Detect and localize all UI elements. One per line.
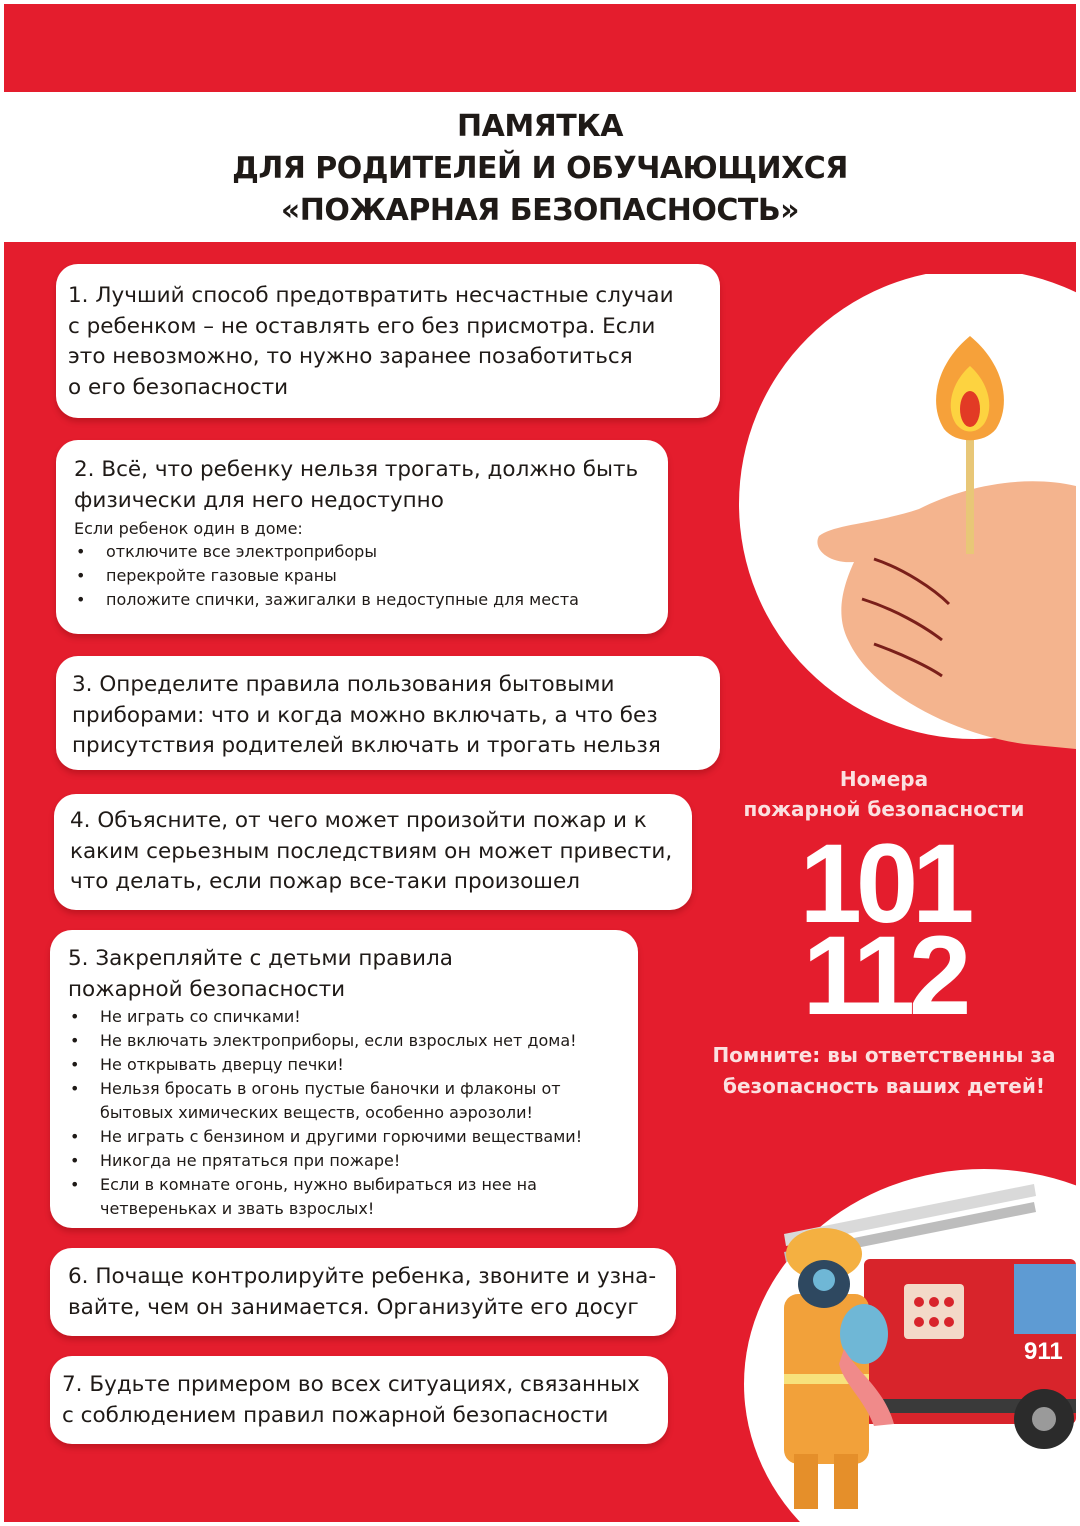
truck-cab-window	[1014, 1264, 1076, 1334]
rule-7-line: с соблюдением правил пожарной безопасности	[62, 1402, 609, 1428]
list-item: • перекройте газовые краны	[74, 564, 668, 588]
bullet-icon: •	[70, 1151, 80, 1170]
list-item: • Не играть с бензином и другими горючими веществами!	[68, 1125, 638, 1149]
rule-6-line: вайте, чем он занимается. Организуйте его досуг	[68, 1294, 639, 1320]
panel-knob	[929, 1317, 939, 1327]
match-stick	[966, 424, 974, 554]
rule-1-line: о его безопасности	[68, 374, 289, 400]
bullet-icon: •	[70, 1175, 80, 1194]
panel-knob	[944, 1317, 954, 1327]
rule-6-line: 6. Почаще контролируйте ребенка, звоните и узна-	[68, 1264, 657, 1289]
rule-2-line: 2. Всё, что ребенку нельзя трогать, должно быть	[74, 457, 639, 482]
responsibility-note-line-2: безопасность ваших детей!	[723, 1074, 1045, 1098]
rule-card-2	[56, 440, 668, 634]
list-item: • Не включать электроприборы, если взрослых нет дома!	[68, 1029, 638, 1053]
rule-card-5	[50, 930, 638, 1228]
bullet-icon: •	[70, 1079, 80, 1098]
bullet-icon: •	[70, 1055, 80, 1074]
rule-7-line: 7. Будьте примером во всех ситуациях, связанных	[62, 1372, 640, 1397]
rule-1-line: это невозможно, то нужно заранее позаботиться	[68, 344, 633, 369]
truck-plate: 911	[1024, 1338, 1063, 1365]
bullet-icon: •	[70, 1007, 80, 1026]
rule-card-4	[54, 794, 692, 910]
rule-4-line: каким серьезным последствиям он может привести,	[70, 838, 673, 864]
rule-3-line: присутствия родителей включать и трогать нельзя	[72, 733, 661, 758]
title-band	[4, 92, 1076, 242]
rule-card-7	[50, 1356, 668, 1444]
bullet-icon: •	[76, 566, 86, 585]
bullet-icon: •	[70, 1127, 80, 1146]
rule-5-line: 5. Закрепляйте с детьми правила	[68, 946, 453, 971]
match-in-hand-illustration	[724, 274, 1076, 774]
firefighter-leg	[794, 1454, 818, 1509]
rule-5-line: пожарной безопасности	[68, 976, 346, 1002]
list-item: • Если в комнате огонь, нужно выбираться из нее на четвереньках и звать взрослых!	[70, 1175, 537, 1218]
rule-card-3	[56, 656, 720, 770]
rule-2-subheading: Если ребенок один в доме:	[74, 519, 303, 538]
rule-4-line: что делать, если пожар все-таки произошел	[70, 869, 580, 894]
bullet-icon: •	[76, 590, 86, 609]
list-item: • положите спички, зажигалки в недоступные для места	[74, 588, 668, 612]
panel-knob	[929, 1297, 939, 1307]
emergency-number-112: 112	[802, 913, 966, 1038]
firefighter-leg	[834, 1454, 858, 1509]
list-item: • Нельзя бросать в огонь пустые баночки и флаконы от бытовых химических веществ, особенно аэрозоли!	[70, 1079, 561, 1122]
rule-1-line: 1. Лучший способ предотвратить несчастные случаи	[68, 283, 674, 308]
rule-1-line: с ребенком – не оставлять его без присмотра. Если	[68, 313, 656, 339]
truck-panel	[904, 1284, 964, 1339]
title-line-1: ПАМЯТКА	[457, 109, 623, 144]
emergency-heading-line-2: пожарной безопасности	[743, 797, 1025, 821]
title-line-2: ДЛЯ РОДИТЕЛЕЙ И ОБУЧАЮЩИХСЯ	[232, 151, 848, 186]
list-item: • Не играть со спичками!	[68, 1005, 638, 1029]
flame-core	[960, 391, 980, 427]
rule-2-bullet-list	[74, 540, 668, 612]
panel-knob	[944, 1297, 954, 1307]
bullet-icon: •	[70, 1031, 80, 1050]
panel-knob	[914, 1297, 924, 1307]
emergency-heading-line-1: Номера	[839, 767, 929, 791]
emergency-numbers-block	[704, 764, 1064, 1102]
truck-wheel-hub	[1032, 1407, 1056, 1431]
emergency-number-101: 101	[799, 821, 969, 946]
title-line-3: «ПОЖАРНАЯ БЕЗОПАСНОСТЬ»	[280, 193, 800, 228]
firefighter-with-truck-illustration	[744, 1134, 1076, 1522]
mask-lens	[813, 1269, 835, 1291]
rule-3-line: приборами: что и когда можно включать, а что без	[72, 702, 658, 728]
list-item: • отключите все электроприборы	[74, 540, 668, 564]
panel-knob	[914, 1317, 924, 1327]
rule-card-6	[50, 1248, 676, 1336]
rule-3-line: 3. Определите правила пользования бытовыми	[72, 672, 615, 697]
bullet-icon: •	[76, 542, 86, 561]
rule-4-line: 4. Объясните, от чего может произойти пожар и к	[70, 808, 647, 833]
responsibility-note-line-1: Помните: вы ответственны за	[712, 1043, 1056, 1067]
safety-poster	[4, 4, 1076, 1522]
rule-card-1	[56, 264, 720, 418]
list-item: • Не открывать дверцу печки!	[68, 1053, 638, 1077]
list-item: • Никогда не прятаться при пожаре!	[68, 1149, 638, 1173]
rule-5-bullet-list	[68, 1005, 638, 1221]
rule-2-line: физически для него недоступно	[74, 487, 444, 513]
